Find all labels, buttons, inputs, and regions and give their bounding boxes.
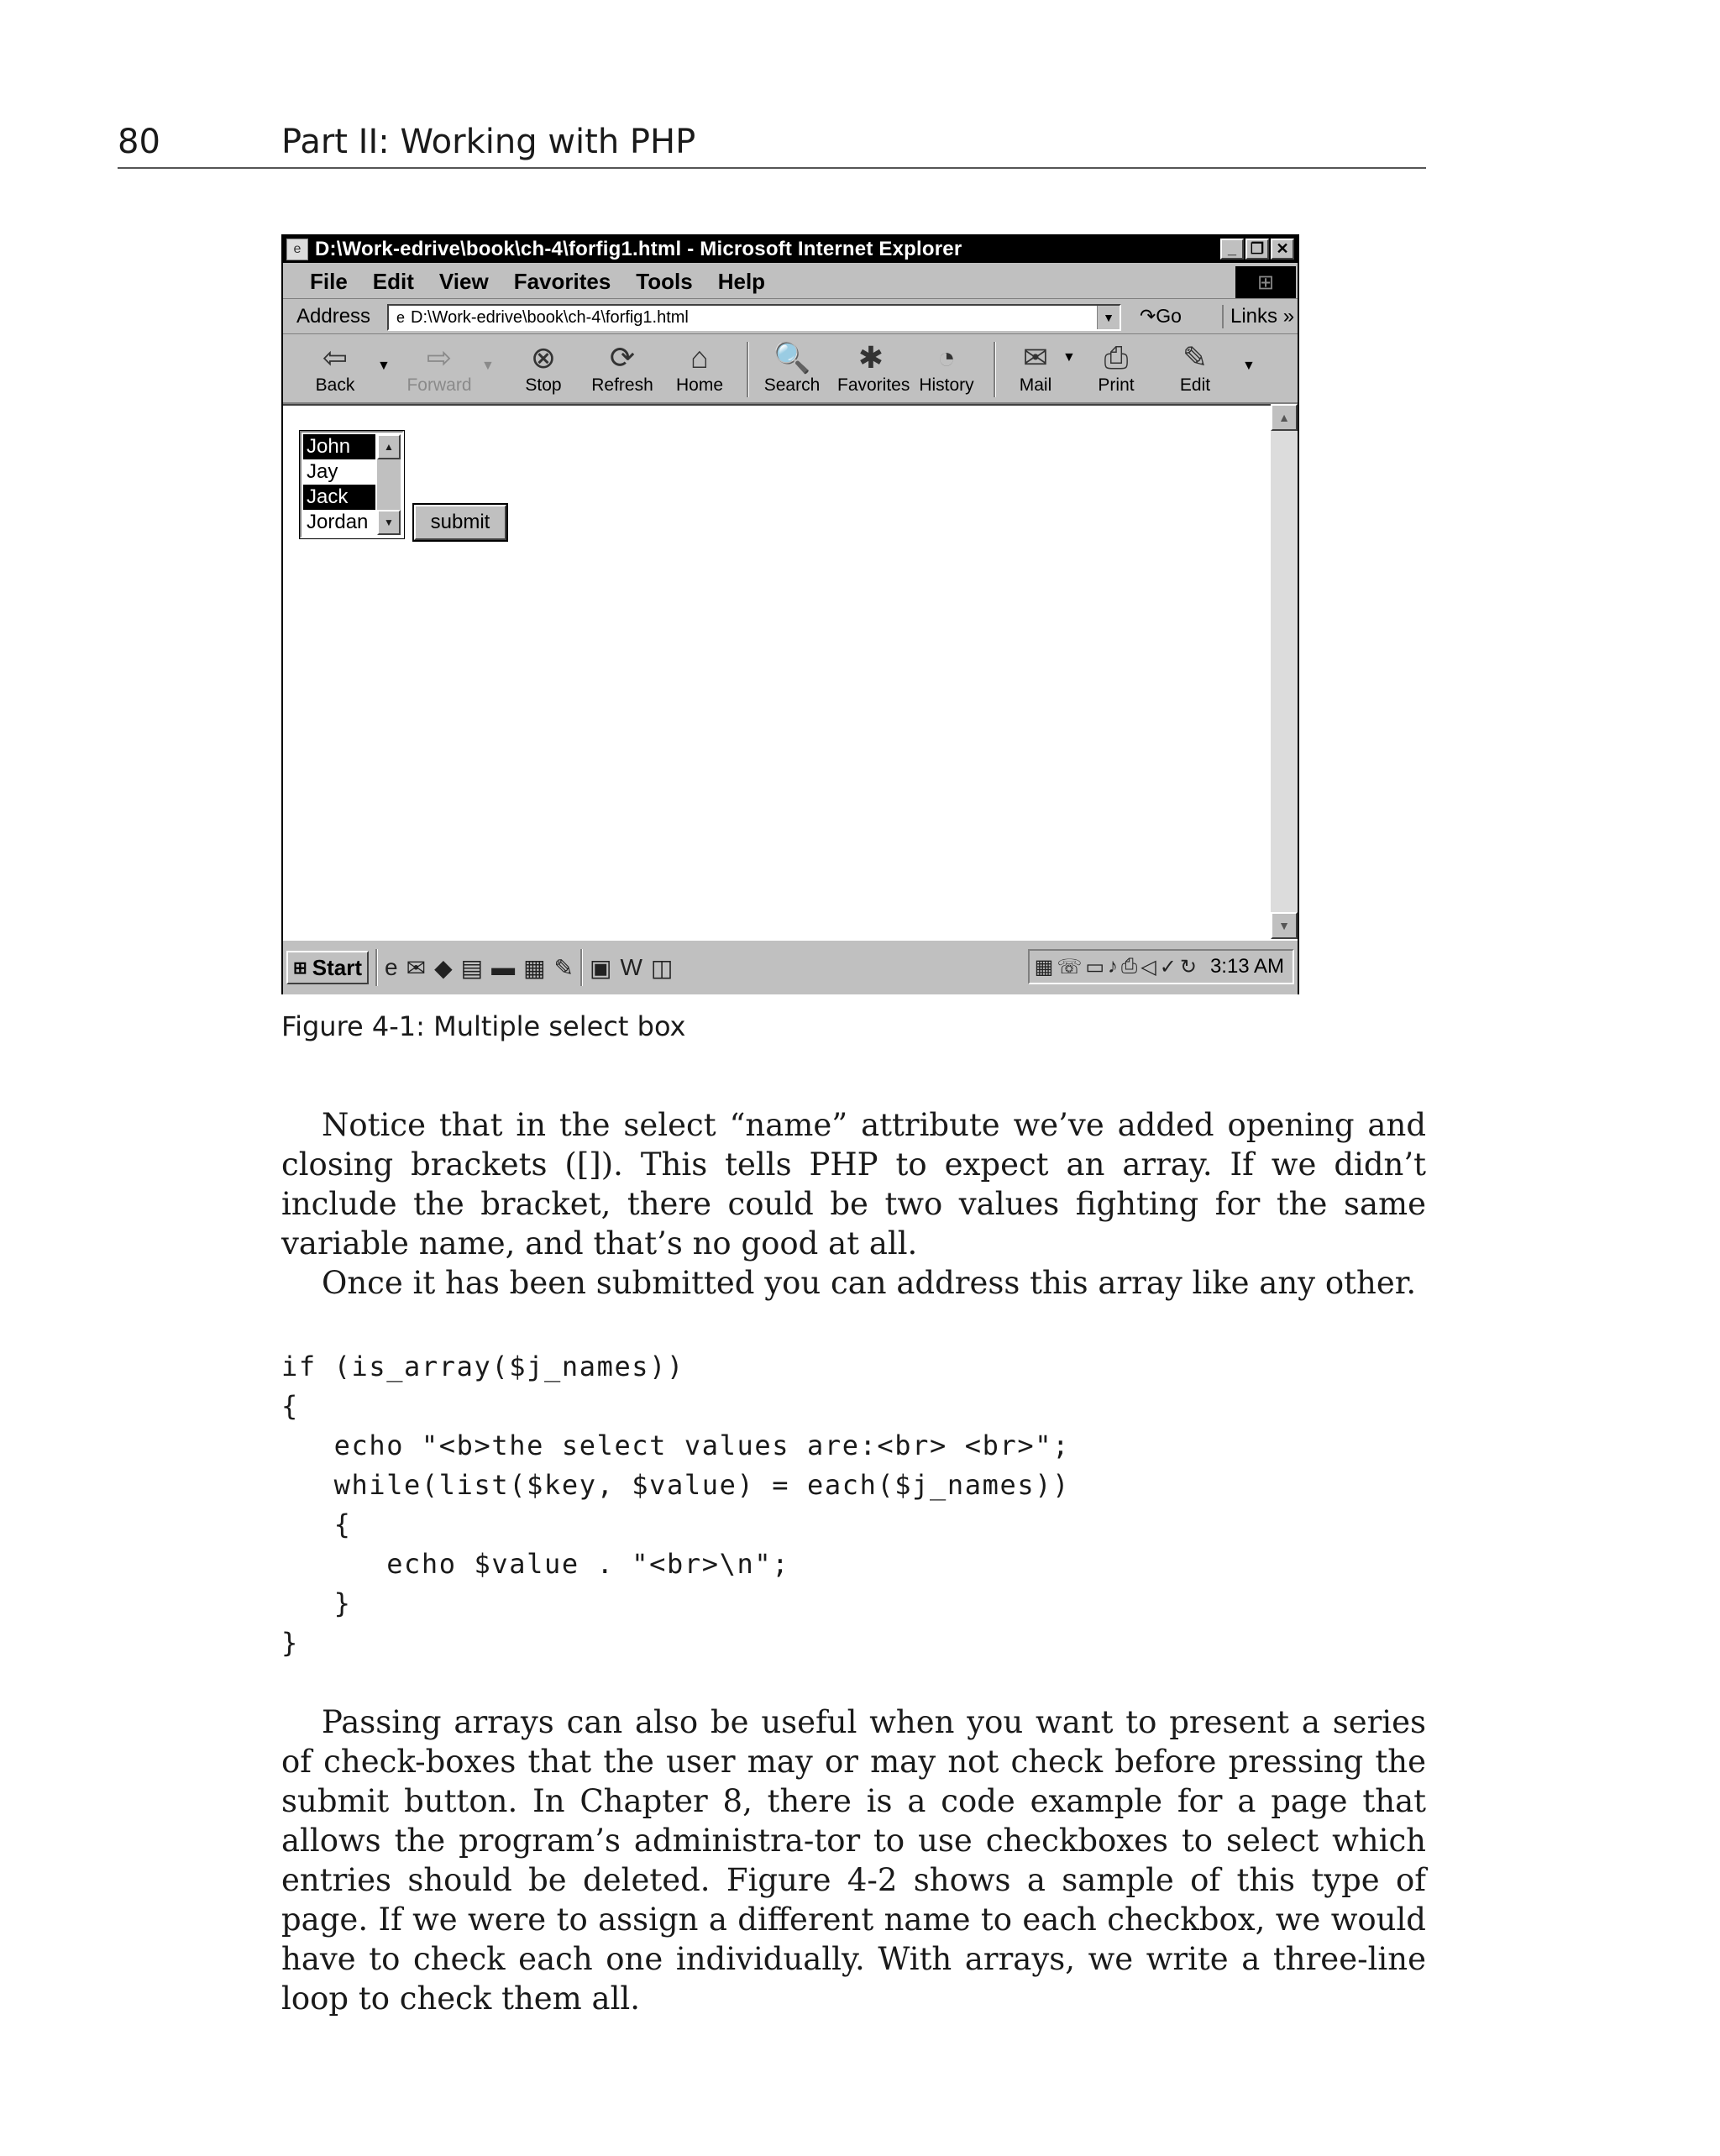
print-icon: ⎙ (1104, 340, 1129, 375)
search-label: Search (763, 375, 821, 395)
stop-label: Stop (525, 375, 562, 395)
scroll-up-icon[interactable]: ▲ (1271, 404, 1298, 431)
code-line: while(list($key, $value) = each($j_names)) (281, 1469, 1070, 1501)
history-label: History (919, 375, 974, 395)
mail-button[interactable] (1002, 340, 1069, 396)
sync-icon[interactable]: ↻ (1179, 955, 1197, 978)
menu-edit[interactable]: Edit (372, 268, 414, 294)
tray-icons (1035, 955, 1197, 979)
window-controls (1220, 239, 1294, 260)
running-apps (590, 954, 673, 982)
document-icon[interactable]: ▤ (460, 954, 484, 981)
window-title: D:\Work-edrive\book\ch-4\forfig1.html - Microsoft Internet Explorer (315, 238, 962, 260)
edit-label: Edit (1179, 375, 1211, 395)
back-label: Back (315, 375, 355, 395)
listbox-scrollbar[interactable] (377, 434, 401, 535)
toolbar-separator (747, 342, 749, 397)
home-label: Home (675, 375, 724, 395)
code-line: if (is_array($j_names)) (281, 1351, 684, 1382)
address-label: Address (296, 305, 371, 328)
taskbar-separator (580, 949, 583, 986)
mail-label: Mail (1019, 375, 1052, 395)
page-icon: e (396, 308, 405, 326)
restore-button[interactable]: ❐ (1245, 239, 1269, 260)
monitor-icon[interactable]: ▭ (1085, 955, 1105, 978)
code-line: echo $value . "<br>\n"; (281, 1548, 790, 1580)
forward-dropdown-icon[interactable]: ▼ (481, 359, 495, 373)
refresh-button[interactable] (589, 340, 656, 396)
desktop-icon[interactable]: ▬ (491, 953, 516, 980)
page-content (283, 404, 1271, 941)
home-icon: ⌂ (690, 340, 709, 375)
search-icon: 🔍 (773, 340, 811, 375)
scroll-down-icon[interactable]: ▼ (377, 510, 401, 535)
option-jay[interactable]: Jay (307, 460, 338, 483)
back-dropdown-icon[interactable]: ▼ (377, 359, 391, 373)
standard-toolbar (283, 335, 1298, 404)
browser-window-screenshot (281, 234, 1299, 994)
paragraph: Once it has been submitted you can address this array like any other. (322, 1265, 1417, 1301)
close-button[interactable]: ✕ (1271, 239, 1294, 260)
start-button[interactable] (286, 951, 369, 984)
code-line: { (281, 1508, 352, 1540)
back-arrow-icon: ⇦ (322, 340, 349, 375)
ie-icon[interactable]: e (385, 953, 398, 980)
ie-page-icon: e (286, 239, 308, 260)
task-icon[interactable]: ✓ (1159, 955, 1177, 978)
code-block (281, 1347, 1070, 1663)
option-jack[interactable]: Jack (303, 485, 375, 510)
paragraph: Notice that in the select “name” attribute we’ve added opening and closing brackets ([]). This tells PHP to expect an array. If we didn’t include the bracket, there could be two values fighting for the same variable name, and that’s no good at all. (281, 1107, 1426, 1262)
system-tray (1028, 949, 1294, 984)
chevron-down-icon[interactable]: ▼ (1097, 306, 1120, 329)
windows-taskbar (283, 939, 1298, 994)
menu-file[interactable]: File (310, 268, 348, 294)
start-label: Start (312, 954, 363, 980)
quick-launch-bar (385, 954, 574, 982)
refresh-label: Refresh (591, 375, 653, 395)
submit-button[interactable]: submit (414, 505, 506, 540)
stop-button[interactable] (510, 340, 577, 396)
running-title: Part II: Working with PHP (281, 123, 696, 161)
code-line: } (281, 1587, 352, 1619)
menu-bar (283, 265, 1298, 299)
code-line: { (281, 1390, 299, 1422)
page-number: 80 (118, 123, 160, 161)
stop-icon: ⊗ (530, 340, 557, 375)
scroll-up-icon[interactable]: ▲ (377, 434, 401, 459)
mail-dropdown-icon[interactable]: ▼ (1062, 350, 1076, 365)
figure-caption: Figure 4-1: Multiple select box (281, 1010, 686, 1042)
favorites-label: Favorites (837, 375, 910, 395)
network-icon[interactable]: ▦ (1034, 955, 1054, 978)
code-line: echo "<b>the select values are:<br> <br>"; (281, 1429, 1070, 1461)
windows-flag-icon: ⊞ (293, 958, 307, 978)
explorer-icon[interactable]: ▦ (523, 954, 546, 981)
go-button[interactable] (1140, 305, 1182, 328)
toolbar-separator (994, 342, 996, 397)
header-rule (118, 167, 1426, 169)
print-label: Print (1098, 375, 1135, 395)
edit-icon: ✎ (1182, 340, 1209, 375)
address-value: D:\Work-edrive\book\ch-4\forfig1.html (411, 307, 689, 327)
volume-icon[interactable]: ◁ (1141, 955, 1156, 978)
channel-icon[interactable]: ◆ (434, 954, 453, 981)
go-arrow-icon: ↷ (1140, 305, 1156, 327)
forward-label: Forward (406, 375, 472, 395)
paragraph: Passing arrays can also be useful when you want to present a series of check-boxes that the user may or may not check before pressing the submit button. In Chapter 8, there is a code example for a page that allows the program’s administra-tor to use checkboxes to select which entries should be deleted. Figure 4-2 shows a sample of this type of page. If we were to assign a different name to each checkbox, we would have to check each one individually. With arrays, we write a three-line loop to check them all. (281, 1704, 1426, 2017)
favorites-button[interactable] (837, 340, 910, 396)
search-button[interactable] (758, 340, 826, 396)
minimize-button[interactable]: _ (1220, 239, 1244, 260)
home-button[interactable] (666, 340, 733, 396)
edit-button[interactable] (1162, 340, 1229, 396)
option-john[interactable]: John (303, 434, 375, 459)
menu-favorites[interactable]: Favorites (513, 268, 611, 294)
option-jordan[interactable]: Jordan (307, 511, 369, 533)
tray-clock: 3:13 AM (1209, 955, 1284, 978)
favorites-icon: ✱ (857, 340, 884, 375)
back-button[interactable] (302, 340, 369, 396)
address-bar (283, 300, 1298, 334)
notepad-icon[interactable]: ✎ (553, 954, 574, 981)
multi-select-listbox[interactable] (300, 431, 404, 538)
edit-dropdown-icon[interactable]: ▼ (1242, 359, 1256, 373)
word-icon[interactable]: W (620, 953, 642, 980)
page-scrollbar[interactable] (1271, 404, 1298, 939)
taskbar-separator (375, 949, 378, 986)
windows-logo-icon: ⊞ (1235, 266, 1296, 298)
history-button[interactable] (913, 340, 980, 396)
refresh-icon: ⟳ (609, 340, 636, 375)
menu-tools[interactable]: Tools (636, 268, 693, 294)
app-window-icon[interactable]: ▣ (590, 954, 612, 981)
scroll-down-icon[interactable]: ▼ (1271, 912, 1298, 939)
menu-view[interactable]: View (438, 268, 489, 294)
printer-icon[interactable]: ⎙ (1121, 954, 1138, 978)
phone-icon[interactable]: ☏ (1057, 955, 1083, 978)
print-button[interactable] (1083, 340, 1150, 396)
mail-icon: ✉ (1022, 340, 1049, 375)
outlook-icon[interactable]: ✉ (406, 954, 427, 981)
app-box-icon[interactable]: ◫ (650, 954, 674, 981)
title-bar (283, 236, 1298, 263)
links-button[interactable]: Links » (1222, 305, 1294, 328)
sound-icon[interactable]: ♪ (1108, 954, 1119, 978)
menu-help[interactable]: Help (717, 268, 766, 294)
forward-button[interactable] (406, 340, 473, 396)
address-input[interactable] (387, 304, 1121, 331)
history-icon: ◔ (937, 340, 956, 375)
code-line: } (281, 1627, 299, 1659)
forward-arrow-icon: ⇨ (426, 340, 453, 375)
go-label: Go (1156, 305, 1182, 327)
